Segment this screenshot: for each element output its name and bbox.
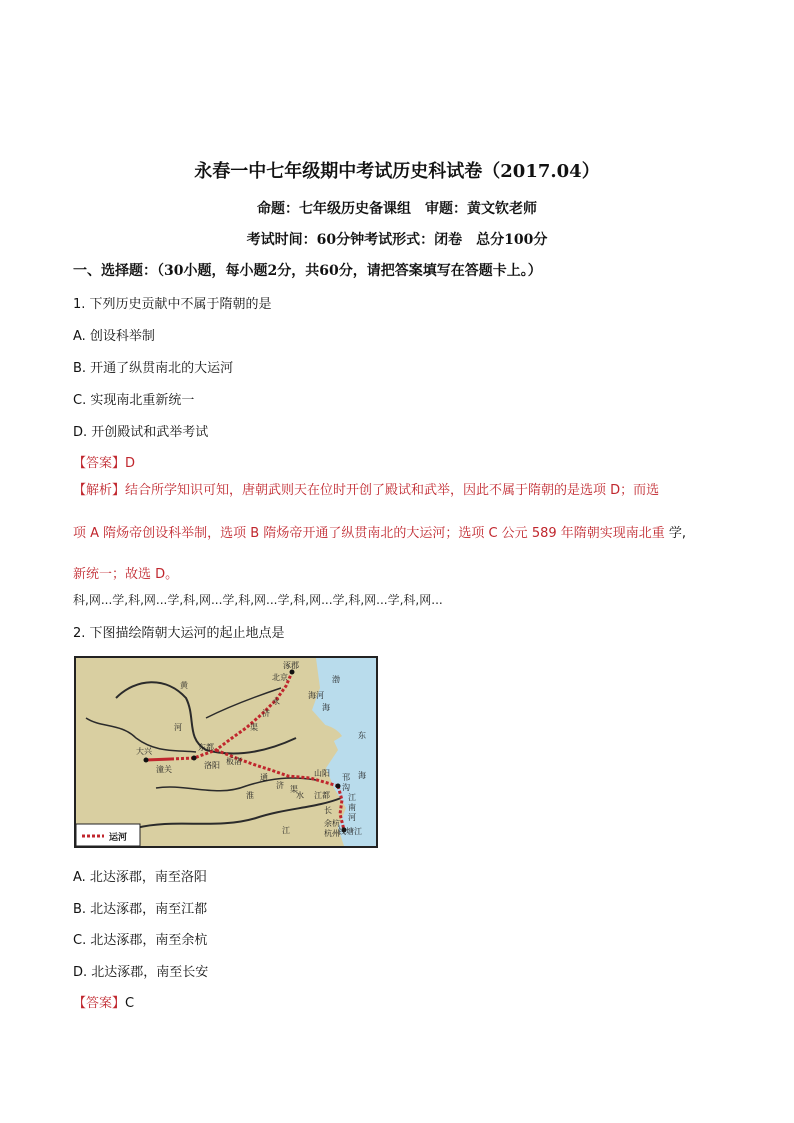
analysis-text-2: 项 A 隋炀帝创设科举制，选项 B 隋炀帝开通了纵贯南北的大运河；选项 C 公元 589 年隋朝实现南北重 [73, 526, 665, 541]
q1-analysis-line1 [73, 479, 659, 498]
label-gou: 沟 [342, 783, 350, 792]
label-dongdu: 东都 [198, 743, 214, 752]
analysis-label: 【解析】 [73, 483, 126, 498]
q2-option-d: D. 北达涿郡，南至长安 [73, 965, 209, 980]
label-zhuojun: 涿郡 [283, 661, 299, 670]
q1-option-c: C. 实现南北重新统一 [73, 393, 195, 408]
q1-answer [73, 452, 135, 471]
analysis-text-2-tail: 学, [668, 526, 687, 541]
guangtong-canal [146, 759, 171, 760]
city-zhuojun-dot [290, 670, 295, 675]
label-shanyang: 山阳 [314, 769, 330, 778]
exam-info-line: 考试时间：60分钟考试形式：闭卷 总分100分 [246, 232, 548, 248]
answer-label: 【答案】 [73, 456, 126, 471]
label-daxing: 大兴 [136, 747, 152, 756]
q1-stem: 1. 下列历史贡献中不属于隋朝的是 [73, 297, 272, 312]
label-beijing: 北京 [272, 673, 288, 682]
label-tongguan: 潼关 [156, 765, 172, 774]
section-heading: 一、选择题：（30小题，每小题2分，共60分，请把答案填写在答题卡上。） [73, 263, 542, 279]
label-bohai: 渤 [332, 675, 340, 684]
q1-option-b: B. 开通了纵贯南北的大运河 [73, 361, 234, 376]
author-line: 命题：七年级历史备课组 审题：黄文钦老师 [257, 201, 537, 217]
q2-option-c: C. 北达涿郡，南至余杭 [73, 933, 208, 948]
map-svg [76, 658, 376, 846]
label-huai: 淮 [246, 791, 254, 800]
label-tong: 通 [260, 773, 268, 782]
label-he: 河 [174, 723, 182, 732]
q2-stem: 2. 下图描绘隋朝大运河的起止地点是 [73, 626, 285, 641]
city-daxing-dot [144, 758, 149, 763]
q2-option-b: B. 北达涿郡，南至江都 [73, 902, 208, 917]
answer-value: C [125, 996, 135, 1011]
label-qu2: 渠 [290, 785, 298, 794]
answer-value: D [125, 456, 136, 471]
label-hangzhou: 杭州 [324, 829, 340, 838]
q1-analysis-line3: 新统一；故选 D。 [73, 567, 179, 582]
label-qu: 渠 [250, 723, 258, 732]
label-haihe: 海河 [308, 691, 324, 700]
label-jiangnan3: 河 [348, 813, 356, 822]
label-luoyang: 洛阳 [204, 761, 220, 770]
label-qiantangjiang: 钱塘江 [338, 827, 362, 836]
legend-box [76, 824, 140, 846]
label-banzhu: 板渚 [226, 757, 242, 766]
q1-option-d: D. 开创殿试和武举考试 [73, 425, 209, 440]
legend-label: 运河 [109, 833, 128, 843]
label-hai1: 海 [322, 703, 330, 712]
grand-canal-map [74, 656, 378, 848]
q1-analysis-line2 [73, 522, 686, 541]
q2-option-a: A. 北达涿郡，南至洛阳 [73, 870, 207, 885]
city-jiangdu-dot [336, 784, 341, 789]
label-chang: 长 [324, 806, 332, 815]
q1-option-a: A. 创设科举制 [73, 329, 155, 344]
label-ji2: 济 [276, 781, 284, 790]
label-ji: 济 [262, 709, 270, 718]
label-jiang: 江 [282, 826, 290, 835]
q2-answer [73, 992, 134, 1011]
page-title: 永春一中七年级期中考试历史科试卷（2017.04） [194, 161, 600, 182]
label-hai2: 海 [358, 771, 366, 780]
label-yuhang: 余杭 [324, 819, 340, 828]
label-jiangdu: 江都 [314, 791, 330, 800]
label-huanghe: 黄 [180, 681, 188, 690]
label-dong: 东 [358, 731, 366, 740]
watermark-text: 科,网...学,科,网...学,科,网...学,科,网...学,科,网...学,科,网...学,科,网... [73, 593, 443, 607]
answer-label: 【答案】 [73, 996, 126, 1011]
label-yong: 永 [272, 697, 280, 706]
city-luoyang-dot [192, 756, 197, 761]
label-shui: 水 [296, 791, 304, 800]
label-jiangnan2: 南 [348, 803, 356, 812]
label-han: 邗 [342, 773, 350, 782]
analysis-text-1: 结合所学知识可知，唐朝武则天在位时开创了殿试和武举，因此不属于隋朝的是选项 D；而选 [125, 483, 660, 498]
label-jiangnan1: 江 [348, 793, 356, 802]
